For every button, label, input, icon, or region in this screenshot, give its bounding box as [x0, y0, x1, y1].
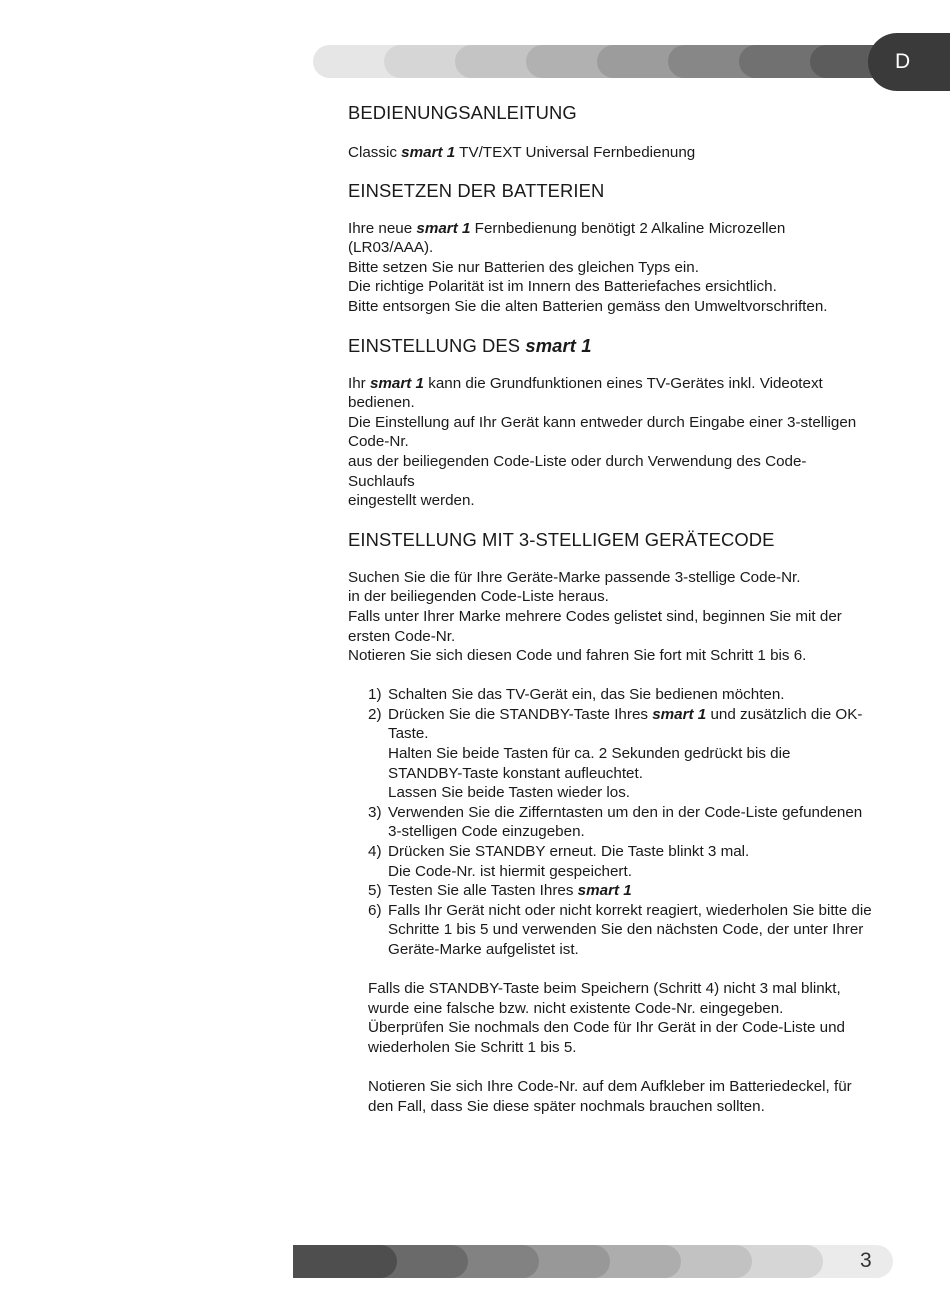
footer-gradient-bar: [293, 1245, 895, 1278]
list-item: 1) Schalten Sie das TV-Gerät ein, das Sie bedienen möchten.: [368, 686, 785, 704]
page-title: BEDIENUNGSANLEITUNG: [348, 102, 577, 123]
list-item: 6) Falls Ihr Gerät nicht oder nicht korrekt reagiert, wiederholen Sie bitte die Schritte 1 bis 5 und verwenden Sie den nächsten Code, der unter Ihrer Geräte-Marke aufgelistet ist.: [368, 901, 872, 958]
code-text: Suchen Sie die für Ihre Geräte-Marke passende 3-stellige Code-Nr. in der beiliegenden Code-Liste heraus. Falls unter Ihrer Marke mehrere Codes gelistet sind, beginnen Sie mit der ersten Code-Nr. Notieren Sie sich diesen Code und fahren Sie fort mit Schritt 1 bis 6.: [348, 568, 842, 665]
setup-text: Ihr smart 1 kann die Grundfunktionen eines TV-Gerätes inkl. Videotext bedienen. Die Einstellung auf Ihr Gerät kann entweder durch Eingabe einer 3-stelligen Code-Nr. aus der beiliegenden Code-Liste oder durch Verwendung des Code- Suchlaufs eingestellt werden.: [348, 374, 857, 510]
section-heading-code: EINSTELLUNG MIT 3-STELLIGEM GERÄTECODE: [348, 528, 775, 550]
list-item: 3) Verwenden Sie die Zifferntasten um den in der Code-Liste gefundenen 3-stelligen Code einzugeben.: [368, 803, 863, 841]
list-item: 5) Testen Sie alle Tasten Ihres smart 1: [368, 882, 632, 900]
header-gradient-bar: [313, 45, 950, 91]
batteries-text: Ihre neue smart 1 Fernbedienung benötigt 2 Alkaline Microzellen (LR03/AAA). Bitte setzen Sie nur Batterien des gleichen Typs ein. Die richtige Polarität ist im Innern des Batteriefaches ersichtlich. Bitte entsorgen Sie die alten Batterien gemäss den Umweltvorschriften.: [348, 219, 828, 315]
list-item: 4) Drücken Sie STANDBY erneut. Die Taste blinkt 3 mal. Die Code-Nr. ist hiermit gespeichert.: [368, 843, 750, 880]
steps-list: [348, 685, 908, 959]
subtitle: Classic smart 1 TV/TEXT Universal Fernbedienung: [348, 144, 696, 161]
section-heading-batteries: EINSETZEN DER BATTERIEN: [348, 179, 605, 201]
page-number: 3: [860, 1249, 872, 1272]
language-tab: D: [868, 33, 950, 91]
section-heading-setup: EINSTELLUNG DES smart 1: [348, 334, 592, 356]
list-item: 2) Drücken Sie die STANDBY-Taste Ihres smart 1 und zusätzlich die OK- Taste. Halten Sie beide Tasten für ca. 2 Sekunden gedrückt bis die STANDBY-Taste konstant aufleuchtet. Lassen Sie beide Tasten wieder los.: [368, 705, 863, 802]
note-standby: Falls die STANDBY-Taste beim Speichern (Schritt 4) nicht 3 mal blinkt, wurde eine falsche bzw. nicht existente Code-Nr. eingegeben. Überprüfen Sie nochmals den Code für Ihr Gerät in der Code-Liste und wiederholen Sie Schritt 1 bis 5.: [368, 980, 845, 1056]
note-sticker: Notieren Sie sich Ihre Code-Nr. auf dem Aufkleber im Batteriedeckel, für den Fall, dass Sie diese später nochmals brauchen sollten.: [368, 1078, 852, 1115]
page-content: [348, 102, 908, 1116]
